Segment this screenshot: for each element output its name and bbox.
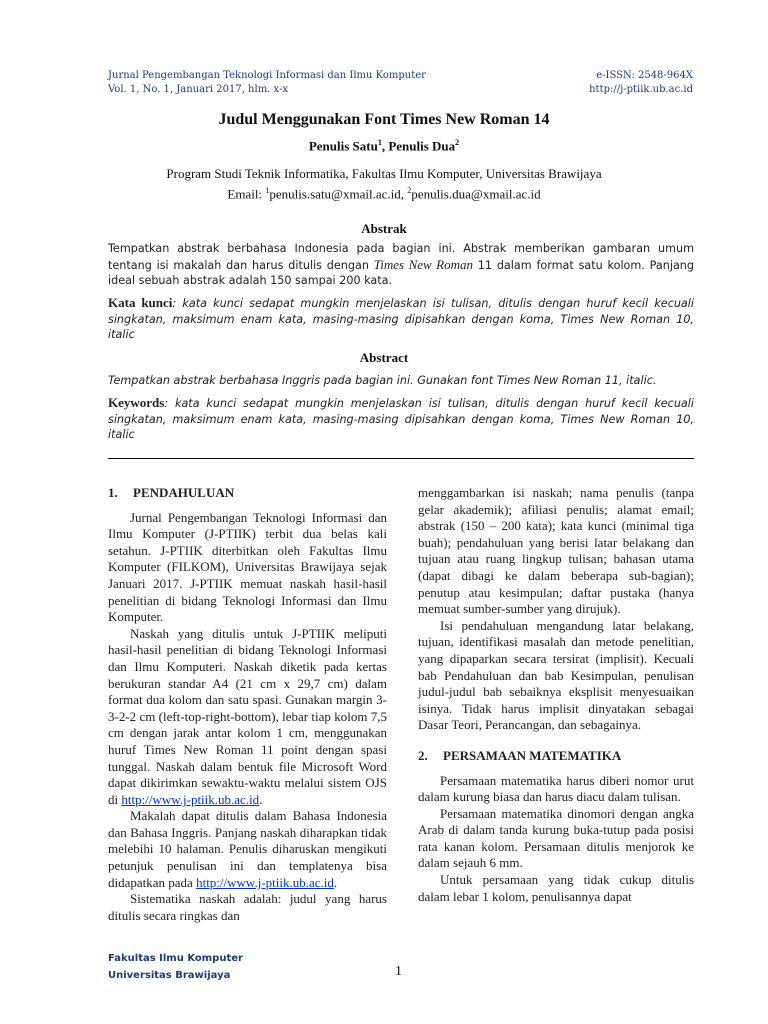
paragraph: Sistematika naskah adalah: judul yang harus ditulis secara ringkas dan [108, 891, 387, 923]
paragraph-text: Naskah yang ditulis untuk J-PTIIK meliputi hasil-hasil penelitian di bidang Teknologi Informasi dan Ilmu Komputeri. Naskah diketik pada kertas berukuran standar A4 (21 cm x 29,7 cm) dalam format dua kolom dan satu spasi. Gunakan margin 3-3-2-2 cm (left-top-right-bottom), lebar tiap kolom 7,5 cm dengan jarak antar kolom 1 cm, menggunakan huruf Times New Roman 11 point dengan spasi tunggal. Naskah dalam bentuk file Microsoft Word dapat dikirimkan sewaktu-waktu melalui sistem OJS di [108, 625, 387, 807]
footer-faculty: Fakultas Ilmu Komputer [108, 953, 243, 964]
author-line [0, 138, 768, 154]
paragraph: Persamaan matematika harus diberi nomor urut dalam kurung biasa dan harus diacu dalam tulisan. [418, 772, 694, 805]
paragraph: Untuk persamaan yang tidak cukup ditulis dalam lebar 1 kolom, penulisannya dapat [418, 872, 694, 904]
eissn: e-ISSN: 2548-964X [596, 70, 693, 81]
affiliation-block [0, 165, 768, 202]
header-left [108, 69, 426, 97]
email-1[interactable]: penulis.satu@xmail.ac.id, [269, 186, 408, 202]
template-link[interactable]: http://www.j-ptiik.ub.ac.id [196, 874, 334, 890]
section-divider [108, 458, 694, 459]
section-1-heading [108, 485, 387, 502]
kata-kunci-label: Kata kunci [108, 295, 173, 310]
paragraph: menggambarkan isi naskah; nama penulis (tanpa gelar akademik); afiliasi penulis; alamat email; abstrak (150 – 200 kata); kata kunci (minimal tiga buah); pendahuluan yang berisi latar belakang dan tujuan atau ruang lingkup tulisan; bahasan utama (dapat dibagi ke dalam beberapa sub-bagian); penutup atau kesimpulan; daftar pustaka (hanya memuat sumber-sumber yang dirujuk). [418, 485, 694, 617]
paper-title: Judul Menggunakan Font Times New Roman 14 [218, 111, 550, 128]
section-2-title: PERSAMAAN MATEMATIKA [443, 747, 622, 763]
header-right [589, 69, 693, 97]
footer-university: Universitas Brawijaya [108, 970, 231, 981]
right-column [418, 485, 694, 905]
volume-info: Vol. 1, No. 1, Januari 2017, hlm. x-x [108, 84, 289, 95]
author-2: Penulis Dua [388, 138, 456, 154]
kata-kunci-text: : kata kunci sedapat mungkin menjelaskan isi tulisan, ditulis dengan huruf kecil kecuali singkatan, maksimum enam kata, masing-masing dipisahkan dengan koma, Times New Roman 10, italic [108, 297, 695, 341]
left-column [108, 485, 387, 924]
section-2-number: 2. [418, 747, 428, 763]
paragraph-text: Makalah dapat ditulis dalam Bahasa Indonesia dan Bahasa Inggris. Panjang naskah diharapkan tidak melebihi 10 halaman. Penulis diharuskan mengikuti petunjuk penulisan ini dan templatenya bisa didapatkan pada [108, 808, 387, 890]
author-1-sup: 1 [377, 138, 382, 147]
abstract-body: Tempatkan abstrak berbahasa Inggris pada bagian ini. Gunakan font Times New Roman 11, italic. [108, 374, 657, 387]
paragraph-end: . [333, 874, 338, 890]
journal-url[interactable]: http://j-ptiik.ub.ac.id [589, 84, 693, 95]
affiliation: Program Studi Teknik Informatika, Fakultas Ilmu Komputer, Universitas Brawijaya [166, 166, 602, 181]
author-1: Penulis Satu [308, 138, 378, 154]
ojs-link[interactable]: http://www.j-ptiik.ub.ac.id [121, 791, 260, 807]
paragraph-end: . [259, 791, 263, 807]
abstrak-body [108, 241, 694, 289]
keywords-text: : kata kunci sedapat mungkin menjelaskan isi tulisan, ditulis dengan huruf kecil kecuali singkatan, maksimum enam kata, masing-masing dipisahkan dengan koma, Times New Roman 10, italic [108, 397, 694, 441]
kata-kunci [108, 295, 694, 343]
email-1-sup: 1 [265, 186, 270, 195]
email-prefix: Email: [227, 186, 266, 202]
abstrak-text-1: Tempatkan abstrak berbahasa Indonesia pada bagian ini. Abstrak memberikan gambaran umum tentang isi makalah dan harus ditulis dengan [108, 242, 694, 272]
abstract-heading: Abstract [359, 350, 409, 365]
footer [108, 950, 243, 984]
section-1-title: PENDAHULUAN [133, 485, 235, 500]
section-1-number: 1. [108, 485, 118, 500]
keywords [108, 395, 694, 443]
abstrak-text-2: 11 dalam format satu kolom. Panjang ideal sebuah abstrak adalah 150 sampai 200 kata. [108, 258, 694, 287]
paragraph [108, 808, 387, 891]
author-sep: , [381, 138, 389, 154]
abstrak-heading: Abstrak [361, 221, 407, 236]
section-2-heading [418, 748, 694, 765]
paragraph [108, 626, 387, 809]
page-number: 1 [395, 964, 402, 979]
journal-name: Jurnal Pengembangan Teknologi Informasi dan Ilmu Komputer [108, 70, 426, 81]
keywords-label: Keywords [108, 395, 165, 410]
paragraph: Persamaan matematika dinomori dengan angka Arab di dalam tanda kurung buka-tutup pada posisi rata kanan kolom. Persamaan ditulis menjorok ke dalam sejauh 6 mm. [418, 805, 694, 871]
abstrak-text-italic: Times New Roman [373, 256, 473, 272]
author-2-sup: 2 [455, 138, 460, 147]
paragraph: Jurnal Pengembangan Teknologi Informasi dan Ilmu Komputer (J-PTIIK) terbit dua belas kali setahun. J-PTIIK diterbitkan oleh Fakultas Ilmu Komputer (FILKOM), Universitas Brawijaya sejak Januari 2017. J-PTIIK memuat naskah hasil-hasil penelitian di bidang Teknologi Informasi dan Ilmu Komputer. [108, 509, 387, 625]
email-2-sup: 2 [407, 186, 412, 195]
email-line [0, 182, 768, 202]
paragraph: Isi pendahuluan mengandung latar belakang, tujuan, identifikasi masalah dan metode penelitian, yang dipaparkan secara tersirat (implisit). Kecuali bab Pendahuluan dan bab Kesimpulan, penulisan judul-judul bab sebaiknya eksplisit menyesuaikan isinya. Tidak harus implisit dinyatakan sebagai Dasar Teori, Perancangan, dan sebagainya. [418, 617, 694, 733]
email-2[interactable]: penulis.dua@xmail.ac.id [411, 186, 541, 202]
